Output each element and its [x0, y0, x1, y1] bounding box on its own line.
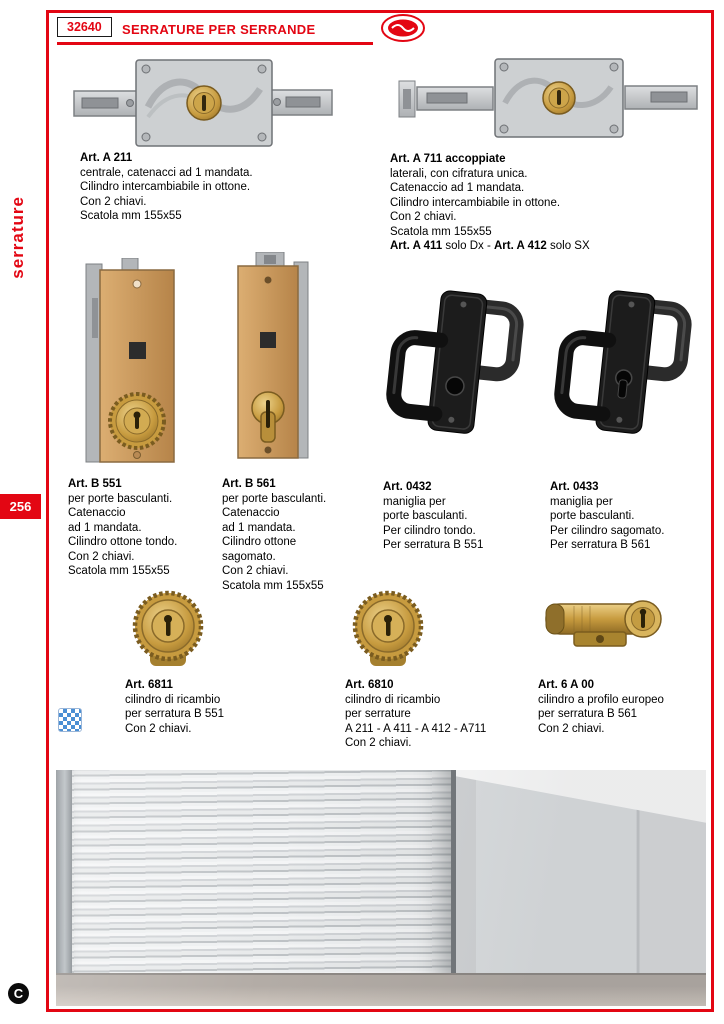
desc-line: Scatola mm 155x55	[80, 210, 182, 222]
page-number-badge: 256	[0, 494, 41, 519]
shutter-photo	[56, 770, 706, 1006]
desc-line: Per serratura B 561	[550, 539, 651, 551]
desc-line: per porte basculanti.	[222, 492, 327, 505]
photo-guide-rail	[56, 770, 72, 987]
desc-line: per porte basculanti.	[68, 492, 173, 505]
desc-line: Per cilindro sagomato.	[550, 524, 665, 537]
brand-logo-icon	[380, 13, 426, 43]
product-b551-desc	[68, 477, 218, 579]
desc-line: cilindro di ricambio	[125, 693, 221, 706]
product-a711-desc	[390, 152, 690, 254]
desc-line: Con 2 chiavi.	[68, 550, 135, 563]
product-title: Art. 0433	[550, 481, 599, 493]
desc-line: Catenaccio	[222, 507, 280, 519]
product-0432-image	[382, 270, 530, 462]
desc-line: Catenaccio ad 1 mandata.	[390, 182, 525, 194]
desc-line: cilindro di ricambio	[345, 693, 441, 706]
desc-line: Con 2 chiavi.	[390, 211, 457, 223]
desc-line: Per serratura B 551	[383, 539, 484, 551]
pattern-swatch-icon	[58, 708, 82, 732]
desc-line: Cilindro ottone tondo.	[68, 536, 178, 548]
product-title: Art. A 711 accoppiate	[390, 153, 506, 165]
product-0433-image	[550, 270, 698, 462]
catalog-code: 32640	[57, 17, 112, 37]
variant-code: Art. A 411	[390, 240, 443, 252]
product-a211-image	[72, 55, 334, 150]
variant-note: solo SX	[546, 240, 590, 252]
desc-line: Cilindro intercambiabile in ottone.	[80, 181, 251, 193]
desc-line: Scatola mm 155x55	[68, 565, 170, 577]
sidebar-category-label: serrature	[8, 196, 27, 279]
product-title: Art. B 561	[222, 478, 276, 490]
product-6810-desc	[345, 678, 535, 751]
product-b551-image	[80, 258, 185, 468]
desc-line: Con 2 chiavi.	[538, 722, 605, 735]
copyright-mark: C	[8, 983, 29, 1004]
desc-line: per serratura B 551	[125, 708, 225, 720]
desc-line: Con 2 chiavi.	[125, 722, 192, 735]
desc-line: per serratura B 561	[538, 708, 638, 720]
desc-line: per serrature	[345, 708, 411, 720]
desc-line: A 211 - A 411 - A 412 - A711	[345, 722, 487, 735]
product-0433-desc	[550, 480, 715, 553]
product-6811-desc	[125, 678, 305, 736]
product-6810-image	[350, 588, 426, 672]
desc-line: maniglia per	[383, 495, 446, 508]
desc-line: Catenaccio	[68, 507, 126, 519]
desc-line: centrale, catenacci ad 1 mandata.	[80, 166, 253, 179]
desc-line: laterali, con cifratura unica.	[390, 167, 528, 180]
desc-line: Scatola mm 155x55	[390, 225, 492, 238]
product-title: Art. 6811	[125, 679, 173, 691]
product-6811-image	[130, 588, 206, 672]
variant-note: solo Dx -	[442, 240, 494, 252]
product-title: Art. A 211	[80, 152, 133, 164]
photo-rolling-shutter	[56, 770, 456, 985]
desc-line: Per cilindro tondo.	[383, 524, 476, 537]
product-title: Art. 6 A 00	[538, 679, 595, 691]
variant-code: Art. A 412	[493, 240, 547, 252]
desc-line: ad 1 mandata.	[68, 521, 142, 534]
desc-line: ad 1 mandata.	[222, 521, 296, 534]
desc-line: porte basculanti.	[383, 510, 468, 522]
desc-line: Con 2 chiavi.	[80, 195, 147, 208]
desc-line: cilindro a profilo europeo	[538, 693, 664, 706]
variant-line	[390, 239, 690, 254]
desc-line: Con 2 chiavi.	[222, 565, 289, 577]
page-title: SERRATURE PER SERRANDE	[122, 22, 316, 37]
product-a211-desc	[80, 151, 310, 224]
desc-line: porte basculanti.	[550, 510, 635, 522]
product-6a00-image	[540, 594, 668, 656]
desc-line: Cilindro intercambiabile in ottone.	[390, 196, 561, 209]
product-title: Art. B 551	[68, 478, 122, 490]
product-title: Art. 6810	[345, 679, 394, 691]
product-title: Art. 0432	[383, 481, 432, 493]
desc-line: Con 2 chiavi.	[345, 737, 412, 749]
desc-line: sagomato.	[222, 550, 276, 563]
product-a711-image	[398, 55, 700, 140]
header-divider	[57, 42, 373, 45]
photo-pavement	[56, 973, 706, 1006]
product-b561-desc	[222, 477, 372, 593]
desc-line: Cilindro ottone	[222, 536, 297, 548]
desc-line: Scatola mm 155x55	[222, 579, 324, 592]
desc-line: maniglia per	[550, 495, 613, 508]
product-6a00-desc	[538, 678, 713, 736]
product-b561-image	[228, 252, 316, 467]
product-0432-desc	[383, 480, 543, 553]
